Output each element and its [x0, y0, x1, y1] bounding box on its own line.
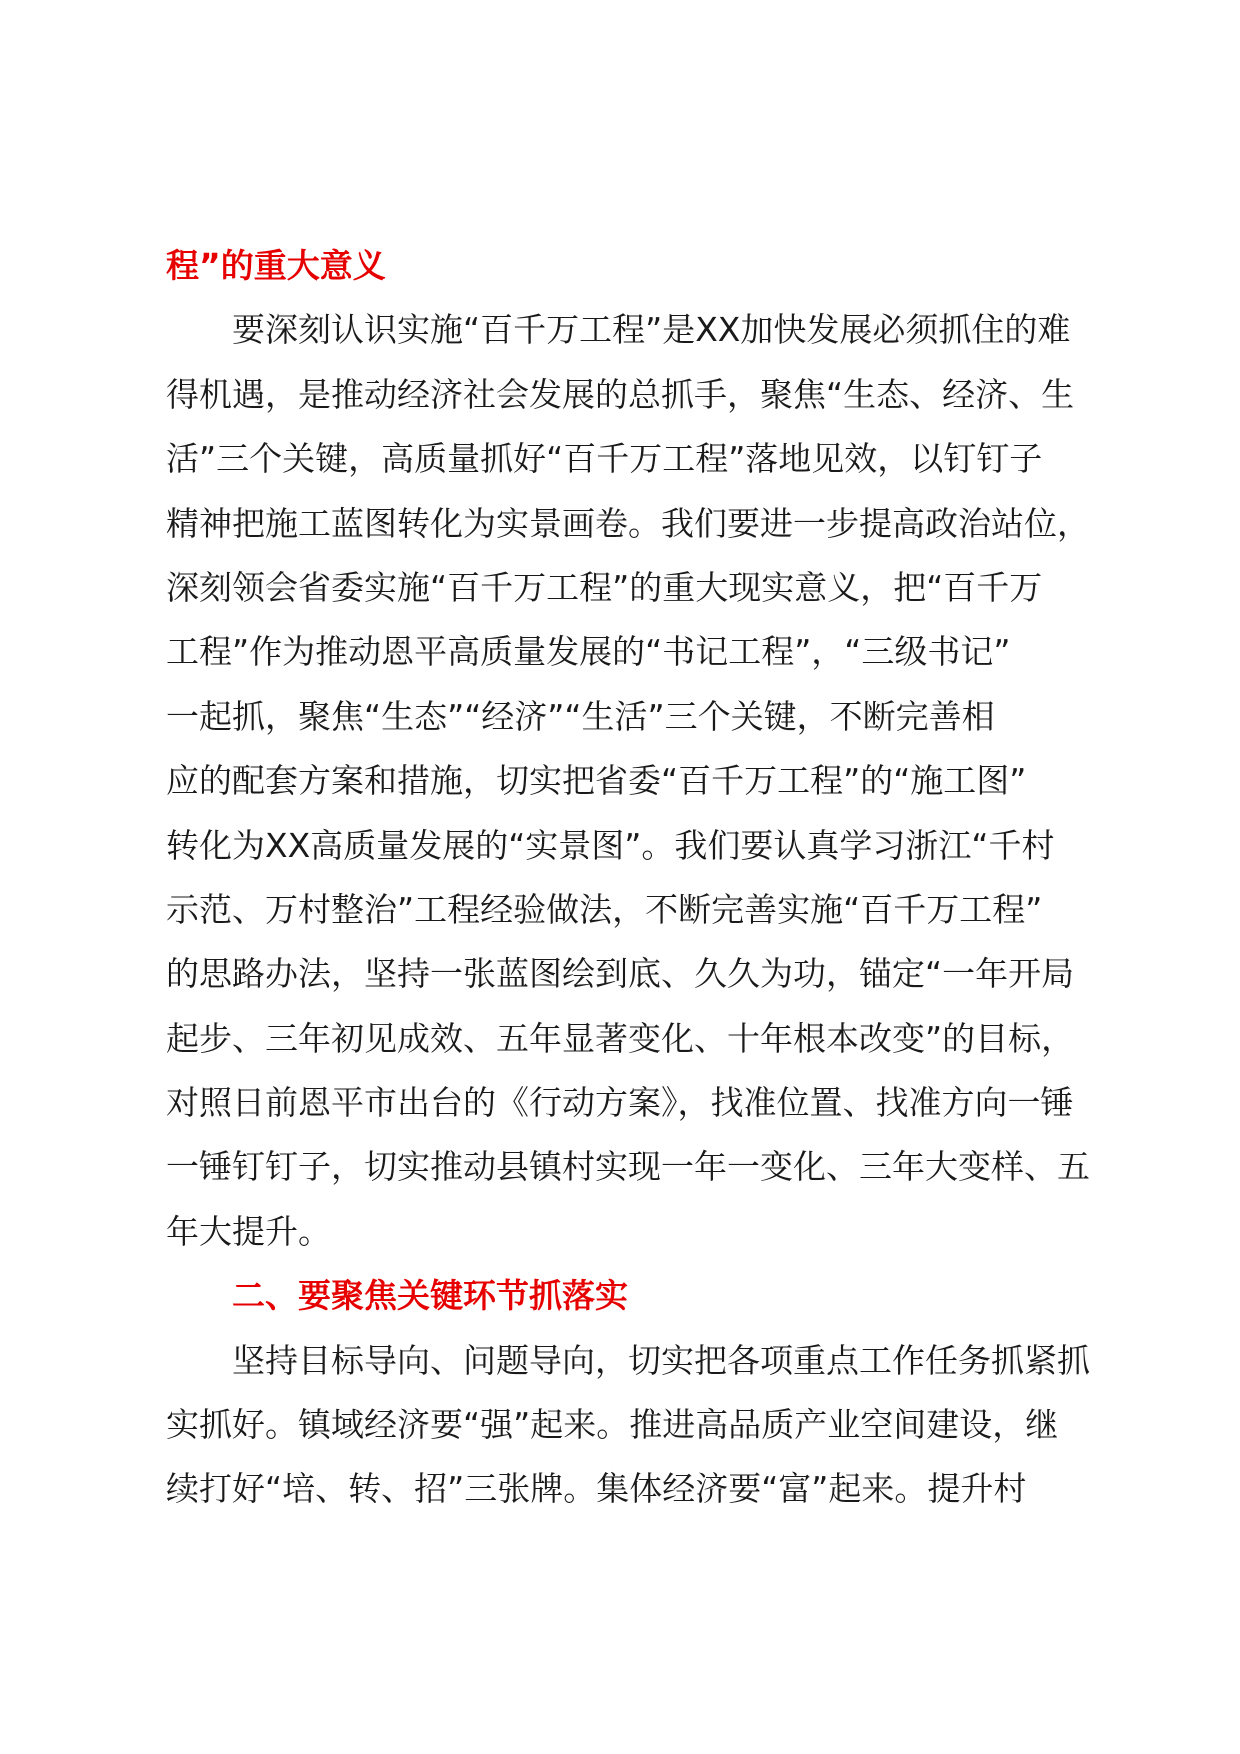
paragraph-line: 工程”作为推动恩平高质量发展的“书记工程”，“三级书记” — [166, 632, 1011, 672]
paragraph-line: 年大提升。 — [166, 1211, 331, 1251]
paragraph-1 — [166, 298, 1108, 1264]
paragraph-line: 的思路办法，坚持一张蓝图绘到底、久久为功，锚定“一年开局 — [166, 954, 1075, 994]
paragraph-line: 精神把施工蓝图转化为实景画卷。我们要进一步提高政治站位， — [166, 503, 1090, 543]
paragraph-line: 实抓好。镇域经济要“强”起来。推进高品质产业空间建设，继 — [166, 1405, 1059, 1445]
section2-heading: 二、要聚焦关键环节抓落实 — [232, 1276, 628, 1316]
paragraph-line: 应的配套方案和措施，切实把省委“百千万工程”的“施工图” — [166, 761, 1027, 801]
document-body — [166, 234, 1108, 1522]
paragraph-line: 一锤钉钉子，切实推动县镇村实现一年一变化、三年大变样、五 — [166, 1147, 1090, 1187]
paragraph-line: 续打好“培、转、招”三张牌。集体经济要“富”起来。提升村 — [166, 1469, 1027, 1509]
paragraph-line: 一起抓，聚焦“生态”“经济”“生活”三个关键，不断完善相 — [166, 696, 995, 736]
paragraph-line: 起步、三年初见成效、五年显著变化、十年根本改变”的目标， — [166, 1018, 1075, 1058]
paragraph-line: 坚持目标导向、问题导向，切实把各项重点工作任务抓紧抓 — [232, 1340, 1090, 1380]
paragraph-line: 深刻领会省委实施“百千万工程”的重大现实意义，把“百千万 — [166, 567, 1043, 607]
paragraph-line: 示范、万村整治”工程经验做法，不断完善实施“百千万工程” — [166, 889, 1043, 929]
paragraph-line: 转化为XX高质量发展的“实景图”。我们要认真学习浙江“千村 — [166, 825, 1055, 865]
paragraph-line: 活”三个关键，高质量抓好“百千万工程”落地见效，以钉钉子 — [166, 439, 1043, 479]
paragraph-line: 对照日前恩平市出台的《行动方案》，找准位置、找准方向一锤 — [166, 1083, 1074, 1123]
section1-heading-continuation: 程”的重大意义 — [166, 246, 386, 285]
paragraph-line: 得机遇，是推动经济社会发展的总抓手，聚焦“生态、经济、生 — [166, 374, 1075, 414]
paragraph-line: 要深刻认识实施“百千万工程”是XX加快发展必须抓住的难 — [232, 310, 1071, 350]
paragraph-2 — [166, 1329, 1108, 1522]
